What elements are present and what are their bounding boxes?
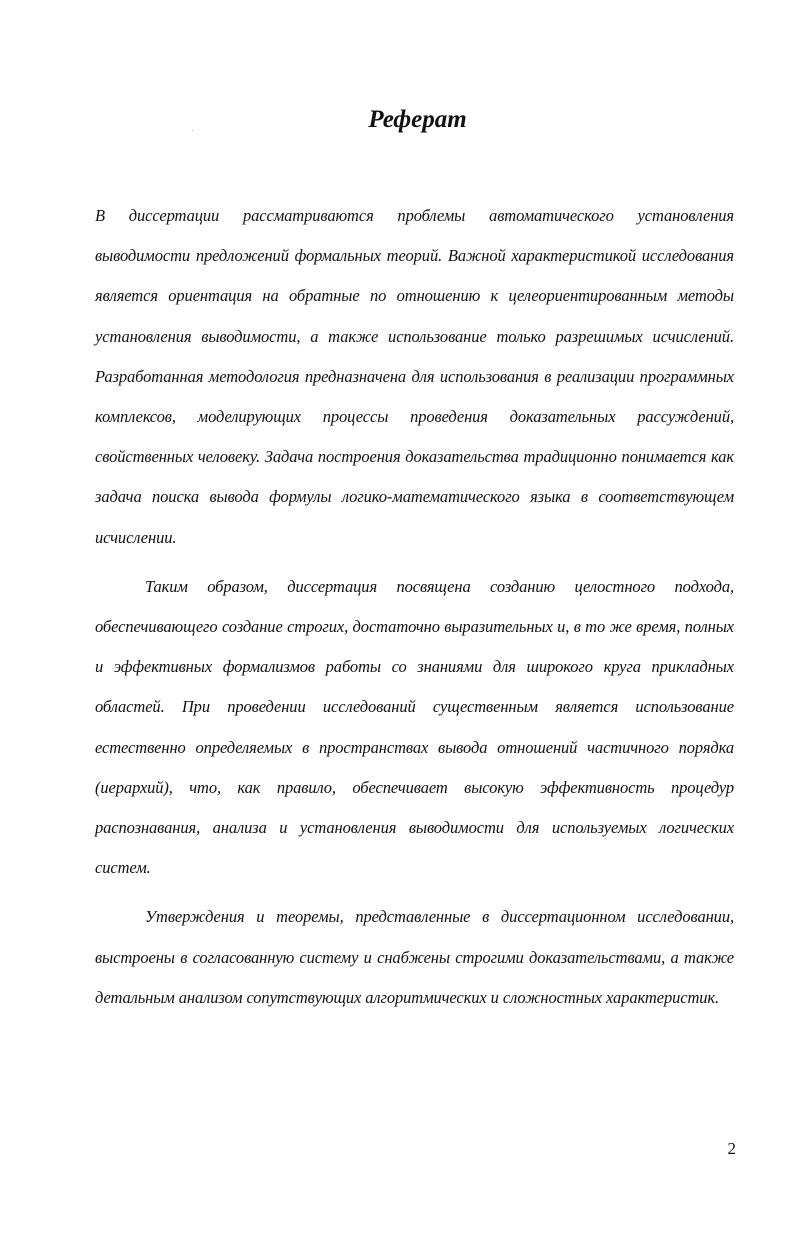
- paragraph-3: Утверждения и теоремы, представленные в диссертационном исследовании, выстроены в согласованную систему и снабжены строгими доказательствами, а также детальным анализом сопутствующих алгоритмических и сложностных характеристик.: [95, 907, 734, 1007]
- document-title: Реферат: [368, 106, 467, 133]
- scan-speck: [192, 130, 193, 131]
- paragraph-2: Таким образом, диссертация посвящена созданию целостного подхода, обеспечивающего создание строгих, достаточно выразительных и, в то же время, полных и эффективных формализмов работы со знаниями для широкого круга прикладных областей. При проведении исследований существенным является использование естественно определяемых в пространствах вывода отношений частичного порядка (иерархий), что, как правило, обеспечивает высокую эффективность процедур распознавания, анализа и установления выводимости для используемых логических систем.: [95, 576, 734, 878]
- page-number: 2: [727, 1139, 736, 1158]
- document-body: [95, 196, 734, 1018]
- paragraph-1: В диссертации рассматриваются проблемы автоматического установления выводимости предложений формальных теорий. Важной характеристикой исследования является ориентация на обратные по отношению к целеориентированным методы установления выводимости, а также использование только разрешимых исчислений. Разработанная методология предназначена для использования в реализации программных комплексов, моделирующих процессы проведения доказательных рассуждений, свойственных человеку. Задача построения доказательства традиционно понимается как задача поиска вывода формулы логико-математического языка в соответствующем исчислении.: [95, 206, 734, 547]
